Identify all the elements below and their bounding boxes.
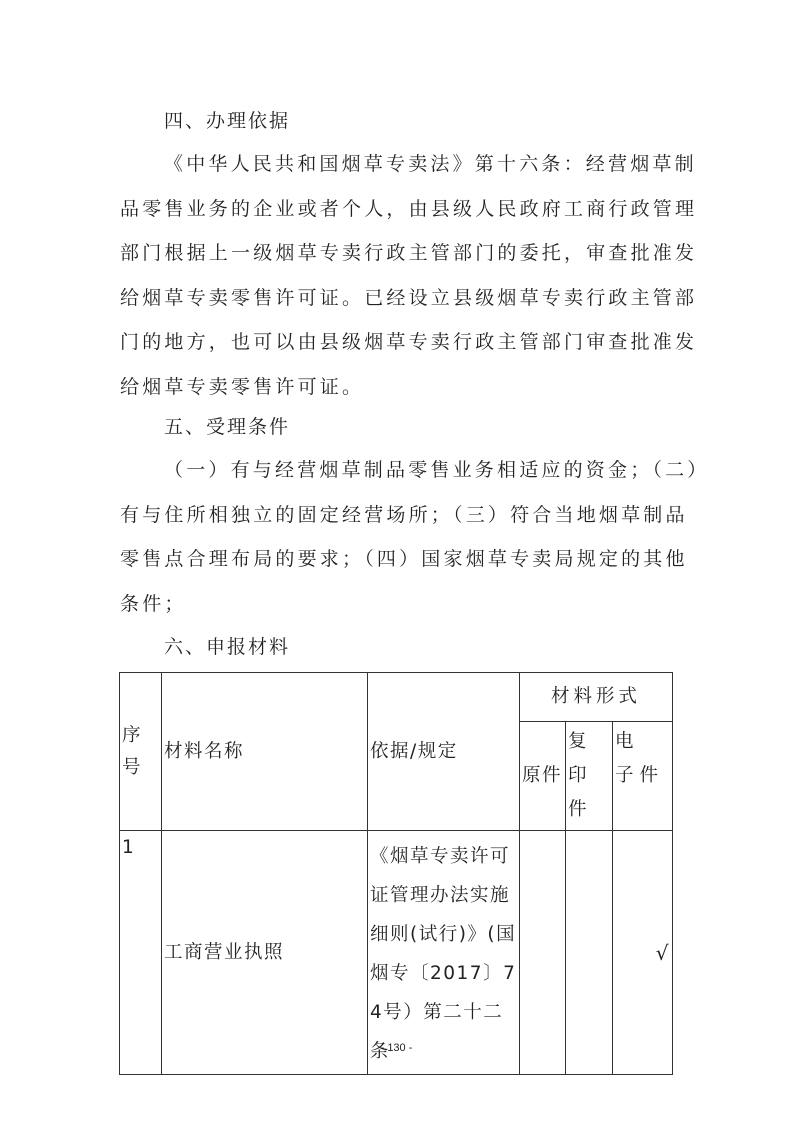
section-4-heading: 四、办理依据: [164, 110, 291, 132]
paragraph-line: 给烟草专卖零售许可证。: [120, 375, 365, 398]
header-copy: 复 印件: [566, 722, 613, 831]
header-seq: 序号: [120, 673, 162, 831]
checkmark-icon: √: [655, 940, 670, 965]
page-number: - 130 -: [380, 1042, 413, 1054]
header-form: 材料形式: [520, 673, 673, 722]
header-original: 原件: [520, 722, 566, 831]
paragraph-line: 部门根据上一级烟草专卖行政主管部门的委托，审查批准发: [120, 242, 698, 264]
section-5-heading: 五、受理条件: [164, 416, 291, 438]
section-5-body: [120, 448, 710, 626]
paragraph-line: 有与住所相独立的固定经营场所；（三）符合当地烟草制品: [120, 503, 688, 526]
row-electronic: [613, 831, 673, 1075]
row-name: 工商营业执照: [162, 831, 368, 1075]
paragraph-line: 给烟草专卖零售许可证。已经设立县级烟草专卖行政主管部: [120, 286, 698, 309]
row-copy: [566, 831, 613, 1075]
header-name: 材料名称: [162, 673, 368, 831]
table-row: [120, 831, 673, 1075]
section-6-heading: 六、申报材料: [164, 636, 291, 658]
paragraph-line: 品零售业务的企业或者个人，由县级人民政府工商行政管理: [120, 197, 698, 220]
paragraph-line: 门的地方，也可以由县级烟草专卖行政主管部门审查批准发: [120, 331, 698, 353]
materials-table: [119, 672, 673, 1075]
paragraph-line: 零售点合理布局的要求；（四）国家烟草专卖局规定的其他: [120, 548, 688, 570]
row-basis: 《烟草专卖许可证管理办法实施细则(试行)》(国烟专〔2017〕74号）第二十二条: [368, 831, 520, 1075]
paragraph-line: 《中华人民共和国烟草专卖法》第十六条：经营烟草制: [164, 153, 697, 175]
header-basis: 依据/规定: [368, 673, 520, 831]
paragraph-line: （一）有与经营烟草制品零售业务相适应的资金；（二）: [164, 459, 710, 481]
paragraph-line: 条件；: [120, 592, 187, 615]
row-seq: 1: [120, 831, 162, 1075]
section-4-body: [120, 142, 698, 409]
row-original: [520, 831, 566, 1075]
header-electronic: 电 子件: [613, 722, 673, 831]
